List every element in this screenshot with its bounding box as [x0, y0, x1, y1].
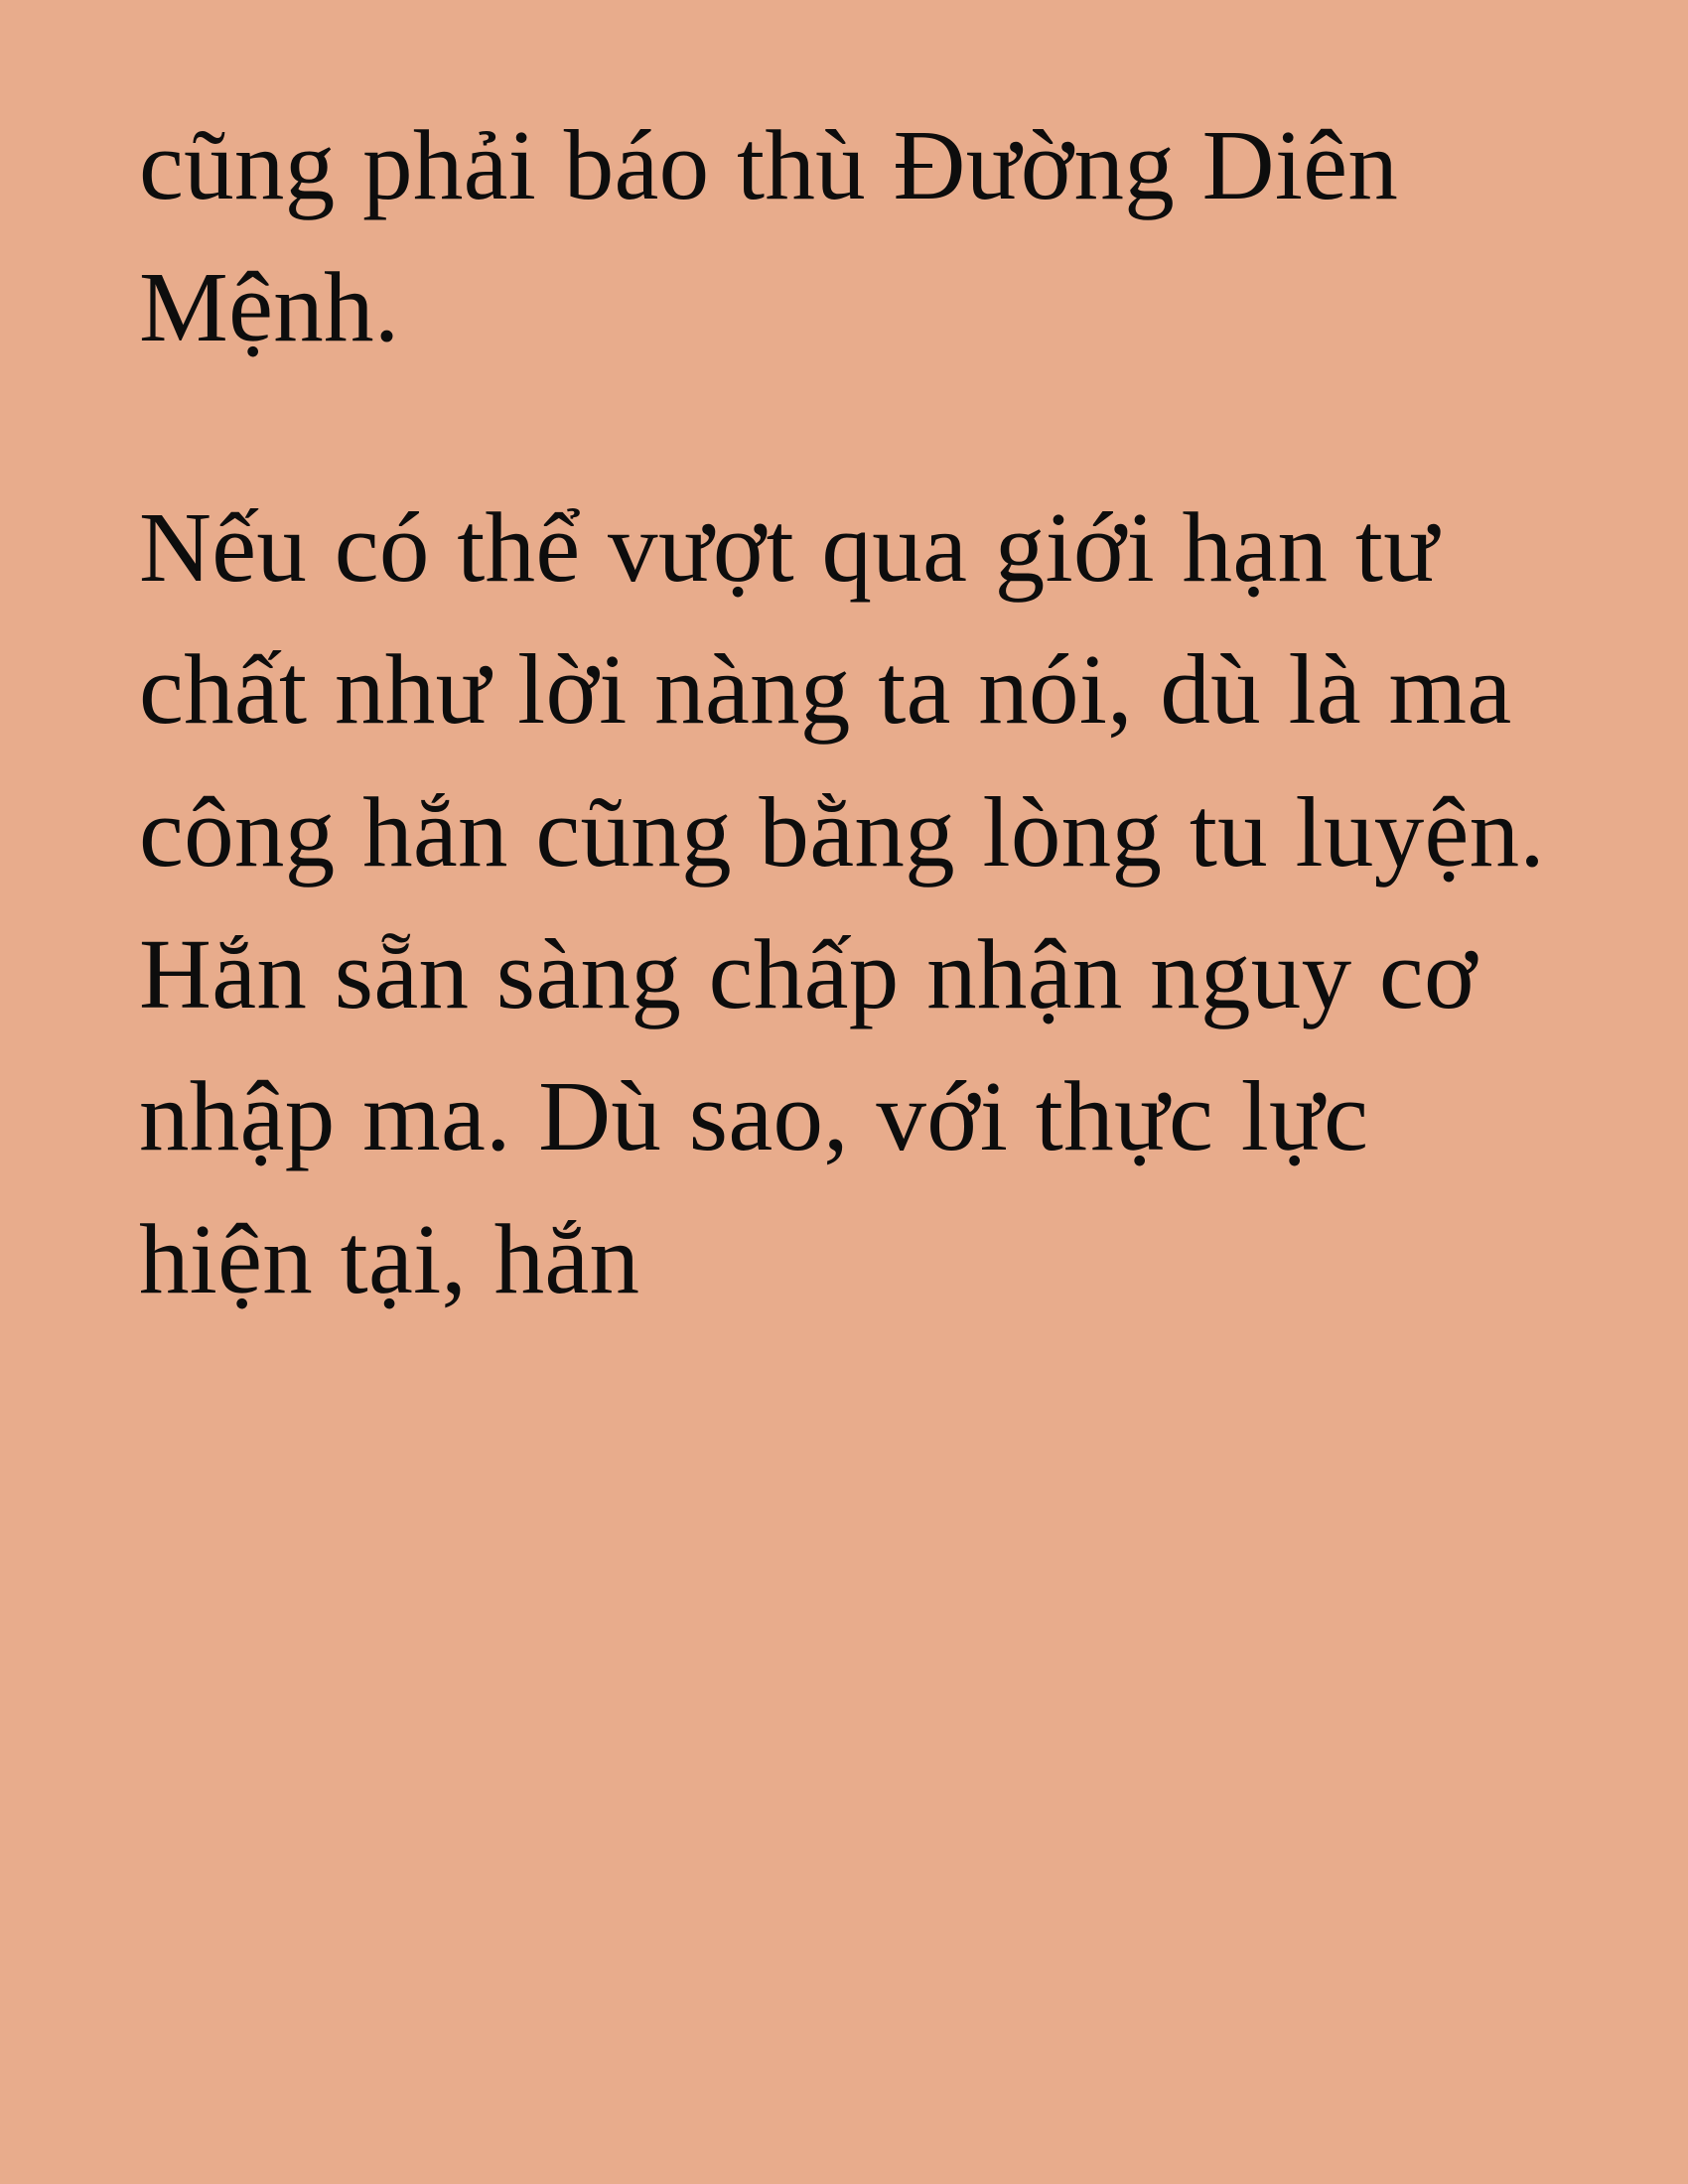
paragraph-1: cũng phải báo thù Đường Diên Mệnh.: [139, 109, 1399, 363]
paragraph-2: Nếu có thể vượt qua giới hạn tư chất như lời nàng ta nói, dù là ma công hắn cũng bằng lòng tu luyện. Hắn sẵn sàng chấp nhận nguy cơ nhập ma. Dù sao, với thực lực hiện tại, hắn: [139, 490, 1545, 1314]
